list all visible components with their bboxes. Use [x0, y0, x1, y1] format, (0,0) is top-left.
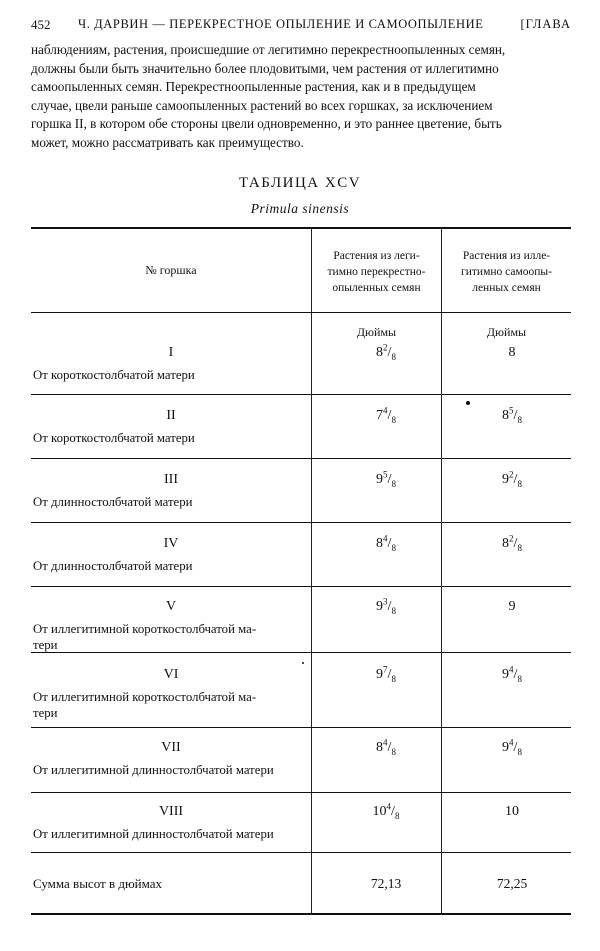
fraction-slash: /	[387, 345, 392, 360]
origin-line: От короткостолбчатой матери	[33, 431, 195, 445]
origin-line: От иллегитимной короткостолбчатой ма-	[33, 690, 257, 704]
denominator: 8	[391, 605, 396, 616]
fraction-slash: /	[387, 740, 392, 755]
mother-origin	[33, 621, 311, 653]
mother-origin	[33, 367, 311, 383]
height-illegit-self	[447, 804, 577, 820]
sum-legit-cross: 72,13	[370, 876, 402, 891]
height-illegit-self	[447, 664, 577, 684]
whole-part: 9	[376, 667, 384, 682]
paragraph-line: может, можно рассматривать как преимущество.	[31, 134, 304, 150]
sum-row	[31, 876, 571, 896]
mother-origin	[33, 494, 311, 510]
numerator: 4	[383, 405, 388, 416]
numerator: 3	[383, 596, 388, 607]
pot-number: V	[165, 599, 177, 614]
header-line: опыленных семян	[332, 282, 421, 294]
numerator: 2	[509, 533, 514, 544]
height-illegit-self	[447, 737, 577, 757]
table-row	[31, 596, 571, 659]
fraction-slash: /	[513, 667, 518, 682]
mother-origin	[33, 689, 311, 721]
column-header-pot: № горшка	[145, 263, 197, 277]
whole-part: 8	[502, 408, 510, 423]
table-row	[31, 737, 571, 800]
pot-number: III	[164, 472, 178, 487]
pot-number: VIII	[158, 804, 184, 819]
fraction-slash: /	[387, 667, 392, 682]
height-legit-cross	[321, 664, 451, 684]
denominator: 8	[517, 746, 522, 757]
paragraph-line: случае, цвели раньше самоопыленных растений во всех горшках, за исключением	[31, 97, 493, 113]
sum-label: Сумма высот в дюймах	[33, 876, 163, 891]
pot-number: IV	[163, 536, 179, 551]
numerator: 5	[509, 405, 514, 416]
pot-number: VII	[161, 740, 181, 755]
paragraph-line: должны были быть значительно более плодовитыми, чем растения от иллегитимно	[31, 60, 499, 76]
running-title: Ч. ДАРВИН — ПЕРЕКРЕСТНОЕ ОПЫЛЕНИЕ И САМООПЫЛЕНИЕ	[78, 17, 484, 31]
numerator: 4	[509, 737, 514, 748]
fraction-slash: /	[513, 408, 518, 423]
whole-part: 9	[502, 472, 510, 487]
fraction-slash: /	[513, 472, 518, 487]
mother-origin	[33, 762, 311, 778]
height-legit-cross	[321, 533, 451, 553]
fraction-slash: /	[387, 472, 392, 487]
header-line: Растения из илле-	[462, 250, 551, 262]
height-illegit-self	[447, 345, 577, 361]
whole-part: 10	[505, 804, 519, 819]
fraction-slash: /	[513, 536, 518, 551]
whole-part: 8	[376, 536, 384, 551]
fraction-slash: /	[513, 740, 518, 755]
origin-line: От иллегитимной короткостолбчатой ма-	[33, 622, 257, 636]
whole-part: 7	[376, 408, 384, 423]
fraction-slash: /	[387, 599, 392, 614]
table-subtitle: Primula sinensis	[250, 201, 350, 216]
header-line: Растения из леги-	[333, 250, 420, 262]
fraction-slash: /	[391, 804, 395, 819]
denominator: 8	[517, 414, 522, 425]
height-legit-cross	[321, 801, 451, 821]
denominator: 8	[517, 478, 522, 489]
numerator: 7	[383, 664, 388, 675]
denominator: 8	[517, 542, 522, 553]
origin-line: тери	[33, 706, 58, 720]
paragraph-line: самоопыленных семян. Перекрестноопыленные растения, как и в предыдущем	[31, 79, 476, 94]
numerator: 5	[383, 469, 388, 480]
body-paragraph	[31, 41, 571, 152]
whole-part: 9	[508, 599, 516, 614]
pot-number: II	[166, 408, 176, 423]
table-row	[31, 405, 571, 468]
numerator: 2	[509, 469, 514, 480]
origin-line: От иллегитимной длинностолбчатой матери	[33, 763, 274, 777]
height-legit-cross	[321, 342, 451, 362]
whole-part: 9	[502, 740, 510, 755]
paragraph-line: горшка II, в котором обе стороны цвели одновременно, и это раннее цветение, быть	[31, 116, 502, 131]
denominator: 8	[394, 810, 400, 821]
page-number: 452	[31, 17, 51, 32]
mother-origin	[33, 826, 311, 842]
whole-part: 8	[502, 536, 510, 551]
table-top-rule	[31, 227, 571, 229]
whole-part: 8	[508, 345, 516, 360]
height-illegit-self	[447, 405, 577, 425]
denominator: 8	[391, 351, 396, 362]
numerator: 4	[386, 801, 392, 812]
pot-number: VI	[163, 667, 179, 682]
paragraph-line: наблюдениям, растения, происшедшие от легитимно перекрестноопыленных семян,	[31, 42, 506, 57]
table-title: ТАБЛИЦА XCV	[238, 175, 362, 191]
chapter-marker: [ГЛАВА	[520, 17, 571, 31]
header-line: гитимно самоопы-	[461, 266, 552, 278]
table-row	[31, 533, 571, 596]
denominator: 8	[391, 542, 396, 553]
origin-line: От длинностолбчатой матери	[33, 559, 193, 573]
denominator: 8	[391, 478, 396, 489]
height-illegit-self	[447, 599, 577, 615]
denominator: 8	[391, 673, 396, 684]
whole-part: 8	[376, 740, 384, 755]
print-speck	[466, 401, 470, 405]
numerator: 4	[383, 737, 388, 748]
mother-origin	[33, 430, 311, 446]
fraction-slash: /	[387, 408, 392, 423]
origin-line: От иллегитимной длинностолбчатой матери	[33, 827, 274, 841]
whole-part: 9	[376, 599, 384, 614]
table-row	[31, 801, 571, 864]
units-label-col1: Дюймы	[356, 325, 397, 339]
column-header-illegit-self	[442, 248, 571, 296]
print-speck	[302, 662, 304, 664]
header-line: ленных семян	[472, 282, 541, 294]
table-bottom-rule	[31, 913, 571, 915]
column-header-legit-cross	[312, 248, 441, 296]
origin-line: тери	[33, 638, 58, 652]
table-row	[31, 664, 571, 727]
height-legit-cross	[321, 469, 451, 489]
mother-origin	[33, 558, 311, 574]
height-legit-cross	[321, 405, 451, 425]
height-legit-cross	[321, 596, 451, 616]
numerator: 4	[383, 533, 388, 544]
header-bottom-rule	[31, 312, 571, 313]
whole-part: 9	[502, 667, 510, 682]
sum-illegit-self: 72,25	[496, 876, 528, 891]
running-head	[31, 17, 571, 35]
pot-number: I	[168, 345, 174, 360]
table-row	[31, 469, 571, 532]
origin-line: От короткостолбчатой матери	[33, 368, 195, 382]
numerator: 2	[383, 342, 388, 353]
fraction-slash: /	[387, 536, 392, 551]
denominator: 8	[517, 673, 522, 684]
whole-part: 9	[376, 472, 384, 487]
table-row	[31, 342, 571, 405]
height-legit-cross	[321, 737, 451, 757]
row-divider	[31, 727, 571, 728]
header-line: тимно перекрестно-	[327, 266, 426, 278]
height-illegit-self	[447, 469, 577, 489]
origin-line: От длинностолбчатой матери	[33, 495, 193, 509]
height-illegit-self	[447, 533, 577, 553]
whole-part: 8	[376, 345, 384, 360]
denominator: 8	[391, 746, 396, 757]
numerator: 4	[509, 664, 514, 675]
whole-part: 10	[372, 804, 387, 819]
units-label-col2: Дюймы	[486, 325, 527, 339]
denominator: 8	[391, 414, 396, 425]
